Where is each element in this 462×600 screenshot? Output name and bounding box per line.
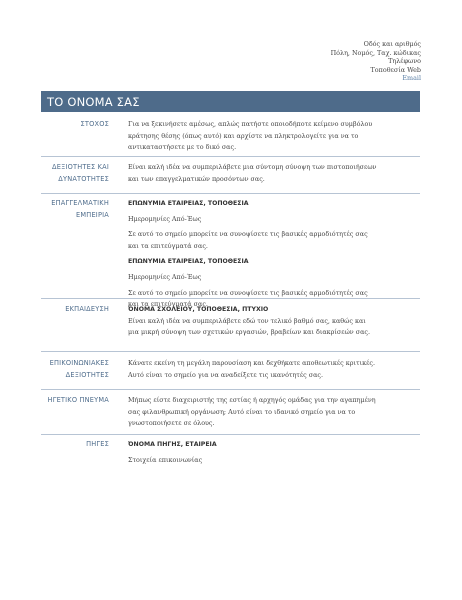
contact-phone[interactable]: Τηλέφωνο	[388, 57, 421, 66]
communication-text[interactable]: Κάνατε εκείνη τη μεγάλη παρουσίαση και δεχθήκατε αποθεωτικές κριτικές. Αυτό είναι το σημείο για να αναδείξετε τις ικανότητές σας.	[128, 359, 375, 379]
job-company[interactable]: ΕΠΩΝΥΜΙΑ ΕΤΑΙΡΕΙΑΣ, ΤΟΠΟΘΕΣΙΑ	[128, 258, 249, 266]
section-divider	[41, 351, 420, 352]
section-content-leadership	[128, 395, 378, 430]
section-label-line: ΕΠΙΚΟΙΝΩΝΙΑΚΕΣ	[49, 359, 109, 367]
job-dates[interactable]: Ημερομηνίες Από-Έως	[128, 272, 202, 281]
objective-text[interactable]: Για να ξεκινήσετε αμέσως, απλώς πατήστε οποιοδήποτε κείμενο συμβόλου κράτησης θέσης (όπως αυτό) και αρχίστε να πληκτρολογείτε για να το αντικαταστήσετε με το δικό σας.	[128, 120, 373, 152]
contact-address[interactable]: Οδός και αριθμός	[363, 40, 421, 48]
section-label-communication	[41, 358, 109, 381]
name-banner	[41, 91, 420, 112]
section-label-line: ΔΥΝΑΤΟΤΗΤΕΣ	[58, 174, 109, 183]
section-label-line: ΔΕΞΙΟΤΗΤΕΣ ΚΑΙ	[52, 163, 109, 171]
section-content-education	[128, 304, 378, 339]
leadership-text[interactable]: Μήπως είστε διαχειριστής της εστίας ή αρχηγός ομάδας για την αγαπημένη σας φιλανθρωπική οργάνωση; Αυτό είναι το ιδανικό σημείο για να το γνωστοποιήσετε σε όλους.	[128, 396, 376, 428]
section-divider	[41, 434, 420, 435]
section-content-communication	[128, 358, 378, 381]
section-label-line: ΕΠΑΓΓΕΛΜΑΤΙΚΗ	[51, 199, 109, 207]
section-objective	[41, 117, 420, 161]
section-label-objective: ΣΤΟΧΟΣ	[80, 120, 109, 128]
section-label-education: ΕΚΠΑΙΔΕΥΣΗ	[65, 305, 109, 313]
reference-source[interactable]: ΌΝΟΜΑ ΠΗΓΗΣ, ΕΤΑΙΡΕΙΑ	[128, 441, 217, 448]
section-references	[41, 437, 420, 467]
contact-block	[331, 40, 421, 83]
job-description[interactable]: Σε αυτό το σημείο μπορείτε να συνοψίσετε τις βασικές αρμοδιότητές σας και τα επιτεύγματά σας.	[128, 288, 368, 309]
section-divider	[41, 156, 420, 157]
section-divider	[41, 193, 420, 194]
section-skills	[41, 160, 420, 190]
section-education	[41, 302, 420, 352]
section-label-line: ΕΜΠΕΙΡΙΑ	[76, 210, 109, 219]
section-divider	[41, 389, 420, 390]
skills-text[interactable]: Είναι καλή ιδέα να συμπεριλάβετε μια σύντομη σύνοψη των πιστοποιήσεων και των επαγγελματικών προσόντων σας.	[128, 163, 377, 183]
section-content-skills	[128, 162, 378, 185]
section-label-leadership: ΗΓΕΤΙΚΟ ΠΝΕΥΜΑ	[47, 396, 109, 404]
contact-website[interactable]: Τοποθεσία Web	[370, 65, 421, 74]
job-company[interactable]: ΕΠΩΝΥΜΙΑ ΕΤΑΙΡΕΙΑΣ, ΤΟΠΟΘΕΣΙΑ	[128, 200, 249, 207]
section-label-references: ΠΗΓΕΣ	[86, 440, 109, 448]
section-divider	[41, 298, 420, 299]
section-leadership	[41, 393, 420, 433]
section-label-skills	[41, 162, 109, 185]
section-label-line: ΔΕΞΙΟΤΗΤΕΣ	[65, 370, 109, 379]
section-content-objective	[128, 119, 378, 154]
contact-city[interactable]: Πόλη, Νομός, Ταχ. κώδικας	[330, 48, 421, 57]
section-content-references	[128, 439, 378, 466]
job-description[interactable]: Σε αυτό το σημείο μπορείτε να συνοψίσετε τις βασικές αρμοδιότητές σας και τα επιτεύγματά σας.	[128, 230, 368, 250]
education-text[interactable]: Είναι καλή ιδέα να συμπεριλάβετε εδώ τον τελικό βαθμό σας, καθώς και μια μικρή σύνοψη των σχετικών εργασιών, βραβείων και διακρίσεών σας.	[128, 316, 370, 337]
school-heading[interactable]: ΌΝΟΜΑ ΣΧΟΛΕΙΟΥ, ΤΟΠΟΘΕΣΙΑ, ΠΤΥΧΙΟ	[128, 306, 269, 313]
section-label-experience	[41, 198, 109, 221]
reference-contact[interactable]: Στοιχεία επικοινωνίας	[128, 455, 203, 464]
contact-email[interactable]: Email	[402, 74, 421, 83]
name-heading[interactable]: ΤΟ ΟΝΟΜΑ ΣΑΣ	[47, 95, 140, 109]
section-communication	[41, 356, 420, 386]
job-dates[interactable]: Ημερομηνίες Από-Έως	[128, 214, 202, 223]
section-content-experience	[128, 198, 378, 311]
